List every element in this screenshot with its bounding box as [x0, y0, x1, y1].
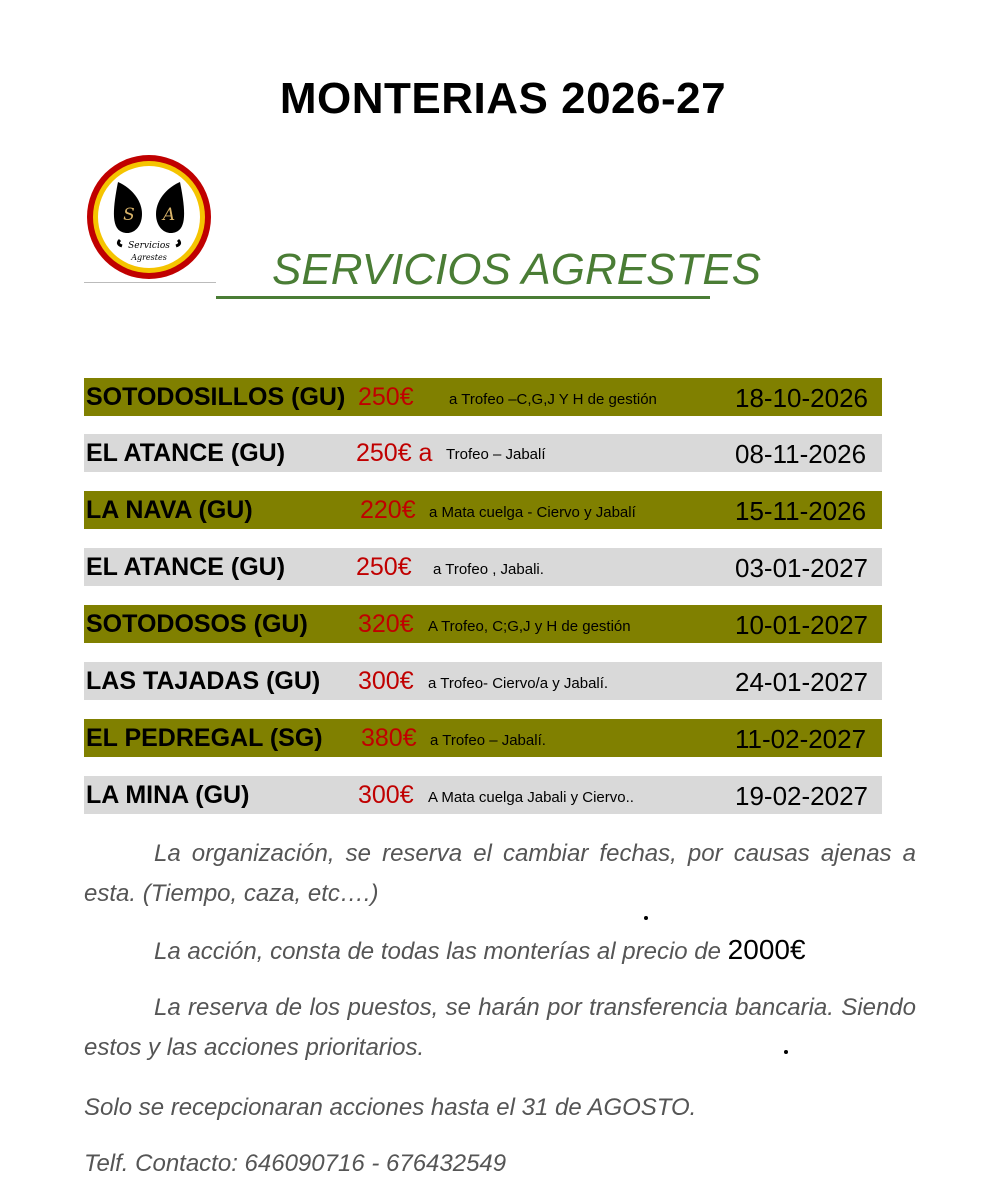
event-date: 19-02-2027	[735, 781, 868, 811]
event-price: 300€	[358, 781, 414, 809]
event-location: EL ATANCE (GU)	[86, 439, 286, 467]
event-description: A Trofeo, C;G,J y H de gestión	[428, 618, 631, 635]
note-action	[84, 930, 916, 972]
event-description: a Trofeo –C,G,J Y H de gestión	[449, 391, 657, 408]
event-price: 250€	[358, 383, 414, 411]
event-price: 250€ a	[356, 439, 433, 467]
event-row	[84, 434, 882, 472]
action-price: 2000€	[727, 934, 806, 965]
event-row	[84, 548, 882, 586]
event-price: 300€	[358, 667, 414, 695]
stray-dot	[784, 1050, 788, 1054]
event-location: EL PEDREGAL (SG)	[86, 724, 323, 752]
event-location: LAS TAJADAS (GU)	[86, 667, 321, 695]
company-name: SERVICIOS AGRESTES	[216, 244, 710, 299]
event-date: 24-01-2027	[735, 667, 868, 697]
note-deadline: Solo se recepcionaran acciones hasta el 31 de AGOSTO.	[84, 1094, 697, 1121]
event-location: SOTODOSOS (GU)	[86, 610, 308, 638]
note-contact: Telf. Contacto: 646090716 - 676432549	[84, 1150, 507, 1177]
event-description: a Trofeo , Jabali.	[433, 561, 544, 578]
logo-initial-a: A	[162, 205, 176, 225]
logo-text-line2: Agrestes	[131, 253, 167, 262]
event-date: 15-11-2026	[735, 496, 867, 526]
event-description: A Mata cuelga Jabali y Ciervo..	[428, 789, 634, 806]
event-description: a Trofeo – Jabalí.	[430, 732, 546, 749]
logo-text-line1: Servicios	[128, 241, 170, 251]
company-logo	[84, 152, 214, 282]
event-location: EL ATANCE (GU)	[86, 553, 286, 581]
note-reservation: La reserva de los puestos, se harán por transferencia bancaria. Siendo estos y las acciones prioritarios.	[84, 994, 916, 1061]
event-description: a Mata cuelga - Ciervo y Jabalí	[429, 504, 636, 521]
event-description: Trofeo – Jabalí	[446, 446, 546, 463]
event-location: SOTODOSILLOS (GU)	[86, 383, 346, 411]
logo-divider	[84, 282, 216, 283]
event-location: LA NAVA (GU)	[86, 496, 253, 524]
note-organization: La organización, se reserva el cambiar fechas, por causas ajenas a esta. (Tiempo, caza, etc….)	[84, 840, 916, 907]
event-row	[84, 776, 882, 814]
event-location: LA MINA (GU)	[86, 781, 250, 809]
event-date: 10-01-2027	[735, 610, 868, 640]
event-row	[84, 719, 882, 757]
event-row	[84, 662, 882, 700]
event-description: a Trofeo- Ciervo/a y Jabalí.	[428, 675, 609, 692]
event-price: 250€	[356, 553, 412, 581]
event-price: 320€	[358, 610, 414, 638]
event-date: 03-01-2027	[735, 553, 868, 583]
stray-dot	[644, 916, 648, 920]
event-date: 18-10-2026	[735, 383, 868, 413]
event-date: 08-11-2026	[735, 439, 867, 469]
page-title: MONTERIAS 2026-27	[279, 74, 727, 123]
event-row	[84, 378, 882, 416]
note-action-text: La acción, consta de todas las monterías al precio de	[154, 938, 721, 965]
event-row	[84, 491, 882, 529]
event-price: 220€	[360, 496, 416, 524]
event-price: 380€	[361, 724, 417, 752]
logo-initial-s: S	[123, 205, 135, 225]
event-date: 11-02-2027	[735, 724, 867, 754]
event-row	[84, 605, 882, 643]
